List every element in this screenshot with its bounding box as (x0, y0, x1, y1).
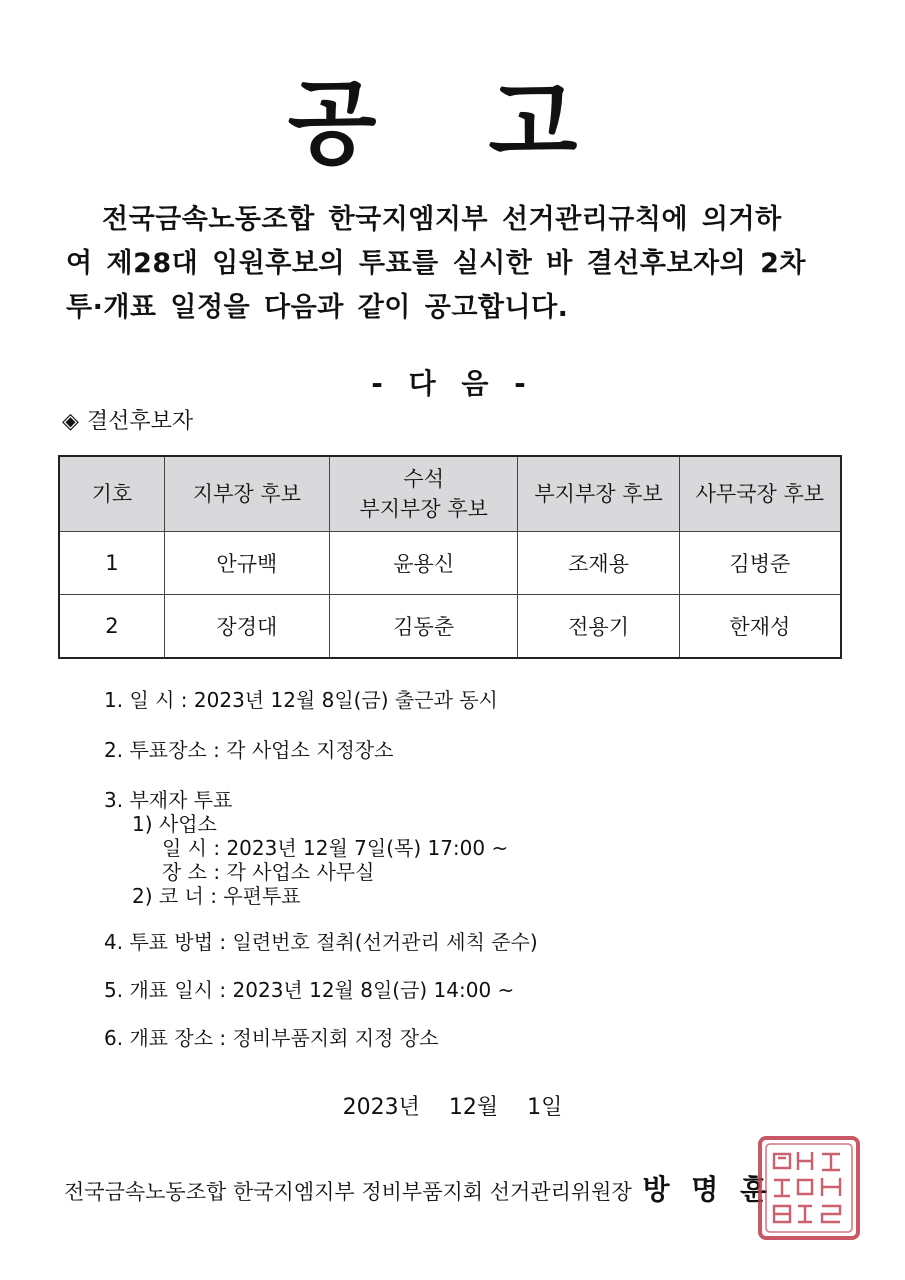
table-header-row (59, 456, 841, 532)
absentee-office-place: 장 소 : 각 사업소 사무실 (162, 860, 375, 884)
schedule-item-counting-place: 6. 개표 장소 : 정비부품지회 지정 장소 (104, 1026, 439, 1050)
table-cell: 한재성 (679, 595, 841, 659)
absentee-office-datetime: 일 시 : 2023년 12월 7일(목) 17:00 ~ (162, 836, 509, 860)
header-secretary-general: 사무국장 후보 (679, 456, 841, 532)
section-label (62, 404, 193, 435)
diamond-bullet-icon: ◈ (62, 409, 79, 434)
schedule-item-place: 2. 투표장소 : 각 사업소 지정장소 (104, 738, 394, 762)
table-cell: 김병준 (679, 532, 841, 595)
header-vice-chief: 부지부장 후보 (518, 456, 679, 532)
table-row (59, 532, 841, 595)
schedule-item-absentee: 3. 부재자 투표 (104, 788, 233, 812)
intro-paragraph (66, 198, 856, 330)
intro-line-1 (66, 198, 856, 242)
table-cell: 장경대 (164, 595, 329, 659)
intro-line-3: 투·개표 일정을 다음과 같이 공고합니다. (66, 292, 569, 323)
table-cell: 1 (59, 532, 164, 595)
absentee-office: 1) 사업소 (132, 812, 217, 836)
schedule-item-method: 4. 투표 방법 : 일련번호 절취(선거관리 세칙 준수) (104, 930, 538, 954)
official-seal-stamp-icon (756, 1134, 862, 1242)
candidates-table (58, 455, 842, 659)
table-cell: 김동춘 (329, 595, 518, 659)
page-title: 공 고 (287, 70, 618, 177)
header-senior-line-2: 부지부장 후보 (359, 497, 488, 521)
header-branch-chief: 지부장 후보 (164, 456, 329, 532)
table-cell: 2 (59, 595, 164, 659)
intro-line-2: 여 제28대 임원후보의 투표를 실시한 바 결선후보자의 2차 (66, 248, 806, 279)
schedule-item-counting-time: 5. 개표 일시 : 2023년 12월 8일(금) 14:00 ~ (104, 978, 515, 1002)
header-senior-line-1: 수석 (403, 467, 444, 491)
intro-line-1-text: 전국금속노동조합 한국지엠지부 선거관리규칙에 의거하 (102, 204, 782, 235)
signer-organization: 전국금속노동조합 한국지엠지부 정비부품지회 선거관리위원장 (64, 1180, 632, 1204)
header-senior-vice-chief (329, 456, 518, 532)
subheading: - 다 음 - (371, 367, 534, 400)
table-cell: 조재용 (518, 532, 679, 595)
signer-name: 방 명 훈 (642, 1173, 774, 1206)
schedule-item-date: 1. 일 시 : 2023년 12월 8일(금) 출근과 동시 (104, 688, 498, 712)
absentee-corner: 2) 코 너 : 우편투표 (132, 884, 301, 908)
signer-line (64, 1168, 773, 1208)
table-cell: 안규백 (164, 532, 329, 595)
section-label-text: 결선후보자 (86, 409, 194, 434)
table-row (59, 595, 841, 659)
announcement-date: 2023년 12월 1일 (342, 1095, 563, 1120)
header-number: 기호 (59, 456, 164, 532)
table-cell: 전용기 (518, 595, 679, 659)
table-cell: 윤용신 (329, 532, 518, 595)
